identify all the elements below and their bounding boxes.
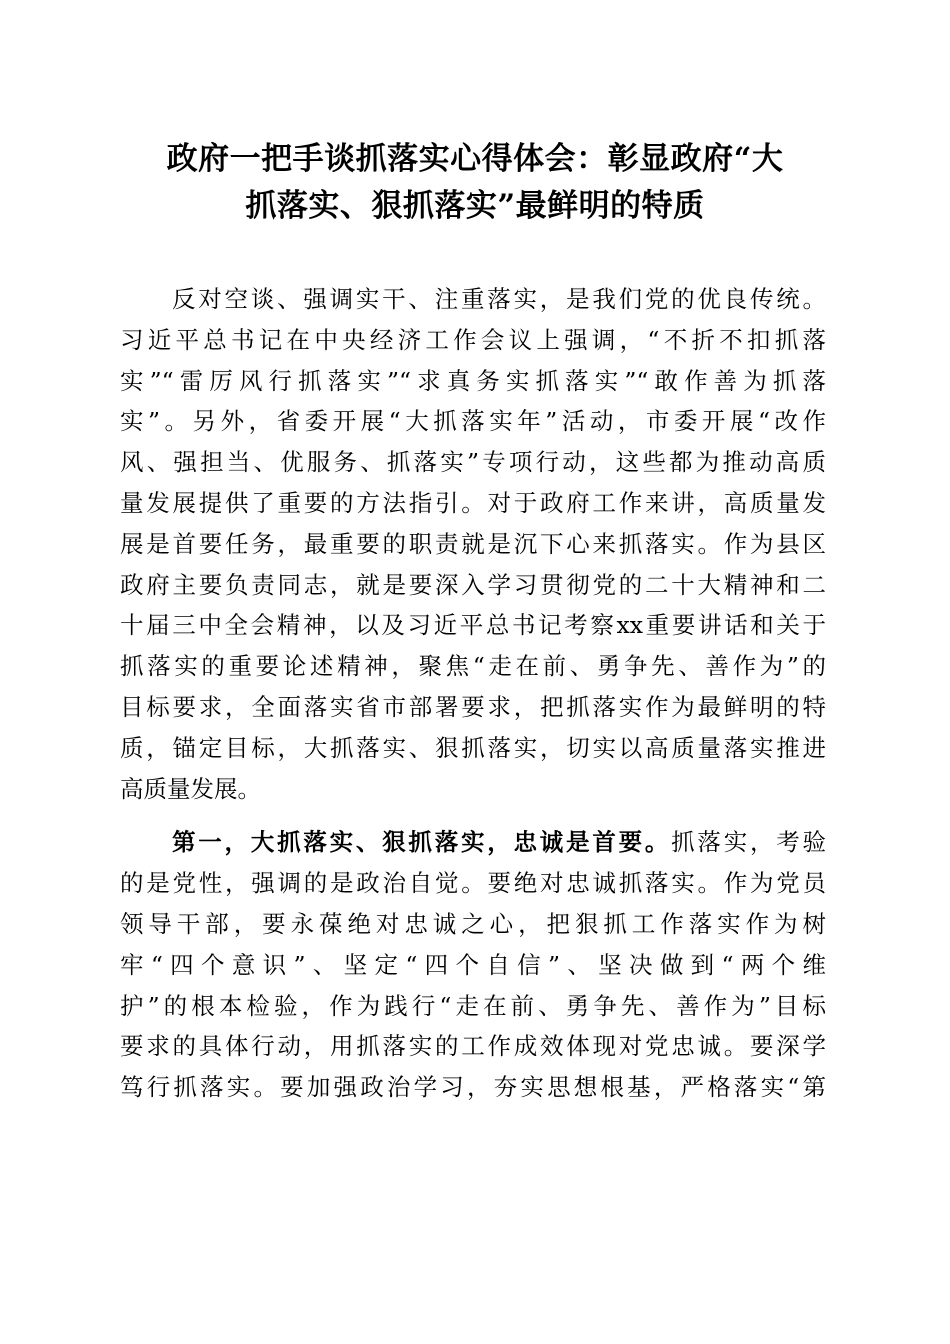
paragraph-line: 展是首要任务，最重要的职责就是沉下心来抓落实。作为县区 xyxy=(120,529,826,558)
paragraph-line: 政府主要负责同志，就是要深入学习贯彻党的二十大精神和二 xyxy=(120,570,826,599)
paragraph-line: 高质量发展。 xyxy=(120,774,261,803)
paragraph-line: 实”。另外，省委开展“大抓落实年”活动，市委开展“改作 xyxy=(120,407,826,436)
paragraph-line: 笃行抓落实。要加强政治学习，夯实思想根基，严格落实“第 xyxy=(120,1073,826,1102)
paragraph-line: 十届三中全会精神，以及习近平总书记考察xx重要讲话和关于 xyxy=(120,611,826,640)
paragraph-line: 质，锚定目标，大抓落实、狠抓落实，切实以高质量落实推进 xyxy=(120,733,826,762)
paragraph-line: 实”“雷厉风行抓落实”“求真务实抓落实”“敢作善为抓落 xyxy=(120,366,826,395)
paragraph-spacer xyxy=(120,809,826,822)
paragraph-line: 反对空谈、强调实干、注重落实，是我们党的优良传统。 xyxy=(172,285,826,313)
paragraph-line: 要求的具体行动，用抓落实的工作成效体现对党忠诚。要深学 xyxy=(120,1032,826,1061)
paragraph-line xyxy=(120,822,826,863)
paragraph-1 xyxy=(120,279,826,809)
title-line-1: 政府一把手谈抓落实心得体会：彰显政府“大 xyxy=(166,141,784,177)
document-body xyxy=(120,279,826,1108)
paragraph-line: 的是党性，强调的是政治自觉。要绝对忠诚抓落实。作为党员 xyxy=(120,869,826,898)
document-title xyxy=(110,136,840,230)
section-lead-heading: 第一，大抓落实、狠抓落实，忠诚是首要。 xyxy=(172,828,672,857)
paragraph-line-text: 抓落实，考验 xyxy=(671,828,827,857)
paragraph-line: 量发展提供了重要的方法指引。对于政府工作来讲，高质量发 xyxy=(120,488,826,517)
paragraph-line: 护”的根本检验，作为践行“走在前、勇争先、善作为”目标 xyxy=(120,991,826,1020)
paragraph-line: 牢“四个意识”、坚定“四个自信”、坚决做到“两个维 xyxy=(120,950,826,979)
paragraph-line: 抓落实的重要论述精神，聚焦“走在前、勇争先、善作为”的 xyxy=(120,652,826,681)
paragraph-line: 目标要求，全面落实省市部署要求，把抓落实作为最鲜明的特 xyxy=(120,692,826,721)
title-line-2: 抓落实、狠抓落实”最鲜明的特质 xyxy=(245,188,705,224)
paragraph-line: 风、强担当、优服务、抓落实”专项行动，这些都为推动高质 xyxy=(120,448,826,477)
paragraph-2 xyxy=(120,822,826,1108)
paragraph-line: 领导干部，要永葆绝对忠诚之心，把狠抓工作落实作为树 xyxy=(120,909,826,938)
paragraph-line: 习近平总书记在中央经济工作会议上强调，“不折不扣抓落 xyxy=(120,325,826,354)
